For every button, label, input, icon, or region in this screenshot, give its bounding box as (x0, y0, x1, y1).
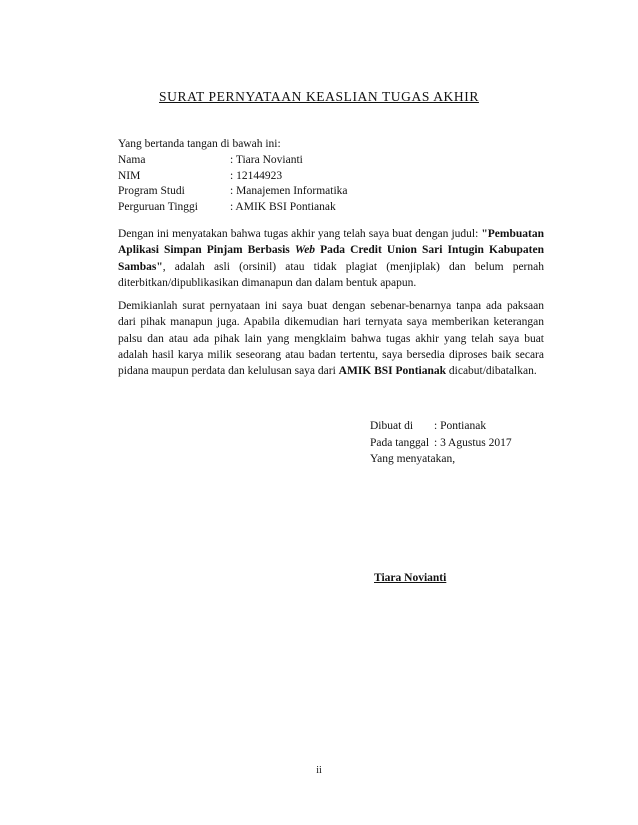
date-row (370, 437, 512, 454)
identity-row-program (118, 185, 348, 201)
closing-row (370, 453, 512, 470)
place-value: : Pontianak (434, 420, 487, 432)
thesis-title-part2: Pada Credit Union Sari Intugin Kabupaten Sambas" (118, 244, 544, 273)
identity-label: Perguruan Tinggi (118, 200, 198, 213)
identity-label: NIM (118, 169, 141, 182)
declaration-text: Demikianlah surat pernyataan ini saya buat dengan sebenar-benarnya tanpa ada paksaan dari pihak manapun juga. Apabila dikemudian hari ternyata saya memberikan keterangan palsu dan atau ada pihak lain yang mengklaim bahwa tugas akhir yang telah saya buat adalah hasil karya milik seseorang atau badan tertentu, saya bersedia diproses baik secara pidana maupun perdata dan kelulusan saya dari (118, 300, 544, 378)
date-value: : 3 Agustus 2017 (434, 436, 512, 449)
thesis-title-part1: "Pembuatan Aplikasi Simpan Pinjam Berbasis (118, 228, 545, 257)
identity-label: Program Studi (118, 185, 185, 197)
thesis-title-italic: Web (294, 244, 316, 257)
identity-row-institution (118, 201, 348, 217)
date-label: Pada tanggal (370, 436, 430, 449)
identity-value: : Manajemen Informatika (230, 185, 348, 197)
identity-row-name (118, 154, 348, 170)
declaration-tail: dicabut/dibatalkan. (446, 365, 537, 378)
closing-text: Yang menyatakan, (370, 453, 456, 465)
statement-paragraph (118, 226, 544, 291)
identity-label: Nama (118, 154, 146, 166)
identity-value: : AMIK BSI Pontianak (230, 200, 336, 213)
page-number: ii (316, 765, 322, 776)
place-row (370, 420, 512, 437)
identity-table (118, 154, 348, 216)
statement-rest: , adalah asli (orsinil) atau tidak plagiat (menjiplak) dan belum pernah diterbitkan/dipublikasikan dimanapun dan dalam bentuk apapun. (118, 260, 544, 289)
institution-name: AMIK BSI Pontianak (338, 365, 447, 378)
document-title: SURAT PERNYATAAN KEASLIAN TUGAS AKHIR (159, 89, 479, 104)
intro-text: Yang bertanda tangan di bawah ini: (118, 138, 281, 150)
identity-row-nim (118, 170, 348, 186)
identity-value: : 12144923 (230, 169, 283, 182)
place-label: Dibuat di (370, 420, 414, 432)
declaration-paragraph (118, 298, 544, 379)
signature-block (370, 420, 512, 470)
identity-value: : Tiara Novianti (230, 154, 303, 166)
statement-lead: Dengan ini menyatakan bahwa tugas akhir yang telah saya buat dengan judul: (118, 228, 479, 240)
signer-name: Tiara Novianti (374, 572, 447, 584)
